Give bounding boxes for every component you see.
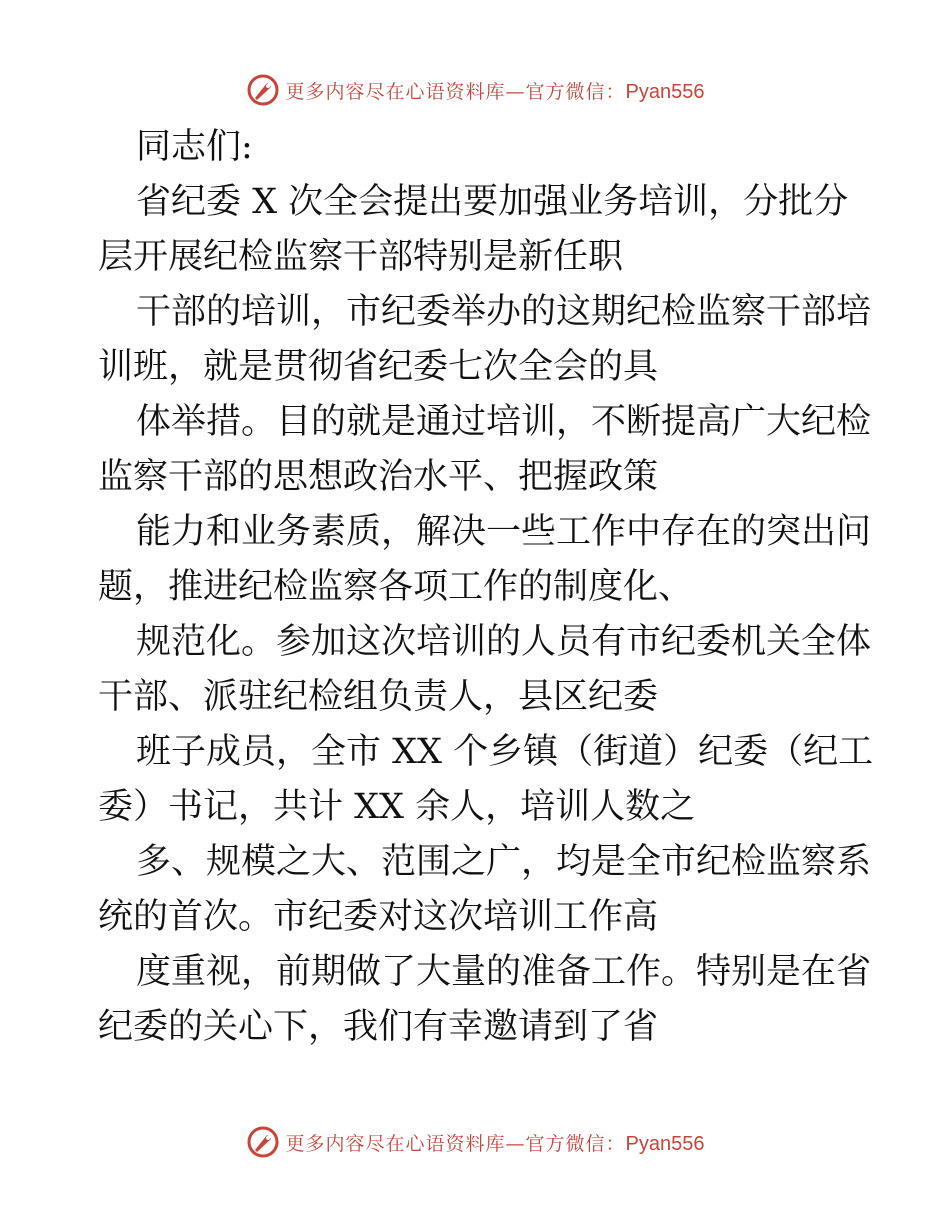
- paragraph-line: 训班，就是贯彻省纪委七次全会的具: [98, 347, 659, 387]
- banner-wechat-id: Pyan556: [625, 1132, 705, 1155]
- banner-wechat-id: Pyan556: [625, 80, 705, 103]
- header-banner: [0, 70, 950, 110]
- paragraph-line: 干部、派驻纪检组负责人，县区纪委: [98, 677, 659, 717]
- paragraph-line: 统的首次。市纪委对这次培训工作高: [98, 897, 659, 937]
- banner-text-cn: 更多内容尽在心语资料库—官方微信：: [285, 80, 626, 103]
- paragraph-line: 题，推进纪检监察各项工作的制度化、: [98, 567, 694, 607]
- pen-nib-logo-icon: [246, 1125, 280, 1159]
- paragraph-line: 班子成员，全市 XX 个乡镇（街道）纪委（纪工: [136, 732, 874, 772]
- paragraph-line: 监察干部的思想政治水平、把握政策: [98, 457, 659, 497]
- paragraph-line: 多、规模之大、范围之广，均是全市纪检监察系: [136, 842, 872, 882]
- paragraph-line: 委）书记，共计 XX 余人，培训人数之: [98, 787, 696, 827]
- banner-text-cn: 更多内容尽在心语资料库—官方微信：: [285, 1132, 626, 1155]
- paragraph-line: 度重视，前期做了大量的准备工作。特别是在省: [136, 952, 872, 992]
- paragraph-line: 层开展纪检监察干部特别是新任职: [98, 237, 624, 277]
- paragraph-line: 体举措。目的就是通过培训，不断提高广大纪检: [136, 402, 872, 442]
- paragraph-line: 省纪委 X 次全会提出要加强业务培训，分批分: [136, 182, 849, 222]
- salutation: 同志们:: [136, 127, 253, 167]
- paragraph-line: 能力和业务素质，解决一些工作中存在的突出问: [136, 512, 872, 552]
- document-body: [98, 120, 874, 1055]
- pen-nib-logo-icon: [246, 73, 280, 107]
- paragraph-line: 规范化。参加这次培训的人员有市纪委机关全体: [136, 622, 872, 662]
- paragraph-line: 纪委的关心下，我们有幸邀请到了省: [98, 1007, 659, 1047]
- banner-text: [286, 1129, 705, 1156]
- footer-banner: [0, 1122, 950, 1162]
- banner-text: [286, 77, 705, 104]
- paragraph-line: 干部的培训，市纪委举办的这期纪检监察干部培: [136, 292, 872, 332]
